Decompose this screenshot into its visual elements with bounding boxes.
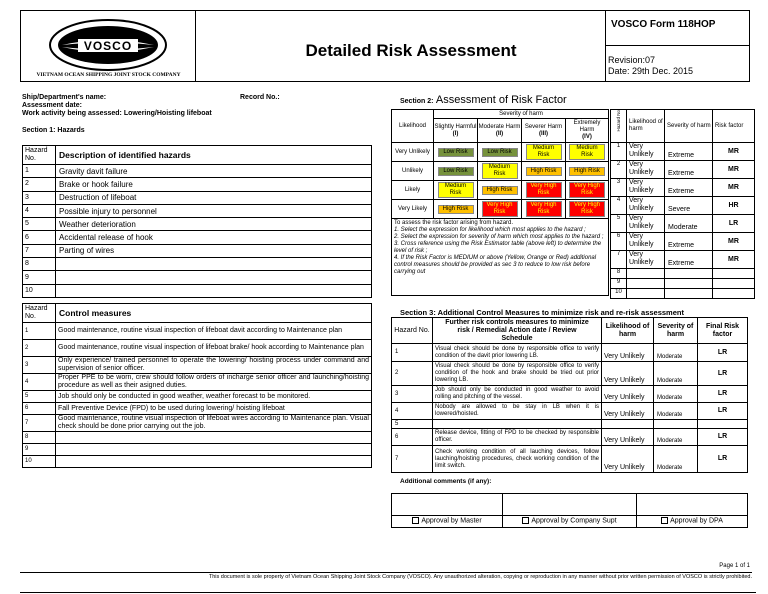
severity-name: Severer Harm	[524, 123, 563, 130]
instruction-line: 4. If the Risk Factor is MEDIUM or above (Yellow, Orange or Red) additional control measures should be provided as sec 3 to reduce to low risk before carrying out	[394, 255, 597, 275]
logo-text: VOSCO	[83, 39, 133, 53]
hazard-row	[23, 204, 372, 217]
activity-value: Lowering/Hoisting lifeboat	[123, 110, 212, 117]
risk-label: Very High Risk	[526, 182, 562, 198]
likelihood-header: Likelihood	[392, 110, 434, 143]
risk-cell	[478, 143, 522, 162]
hazard-description: Brake or hook failure	[56, 178, 372, 191]
severity-num: (II)	[495, 130, 504, 137]
master-sign-box[interactable]	[392, 494, 503, 516]
s3-severity: Moderate	[654, 362, 698, 386]
s3-row	[392, 344, 748, 362]
revision-date: Date: 29th Dec. 2015	[608, 66, 694, 76]
factor-severity: Extreme	[665, 251, 713, 269]
section2-prefix: Section 2:	[400, 98, 434, 105]
control-row	[23, 323, 372, 340]
s3-factor: LR	[698, 403, 748, 420]
factor-likelihood	[627, 269, 665, 279]
factor-severity	[665, 279, 713, 289]
s3-likelihood: Very Unlikely	[602, 446, 654, 473]
factor-no: 10	[611, 289, 627, 299]
factor-row	[611, 269, 755, 279]
s3-measure: Job should only be conducted in good weather to avoid rolling and pitching of the vessel.	[433, 386, 602, 403]
hazard-row	[23, 258, 372, 271]
control-measure: Job should only be conducted in good weather, weather forecast to be monitored.	[56, 391, 372, 403]
hazard-description: Destruction of lifeboat	[56, 191, 372, 204]
s3-severity: Moderate	[654, 386, 698, 403]
hazard-description	[56, 258, 372, 271]
activity-line	[22, 110, 212, 118]
s3-likelihood: Very Unlikely	[602, 403, 654, 420]
supt-checkbox[interactable]	[522, 517, 529, 524]
s3-measure: Check working condition of all lauching devices, follow lauching/hoisting procedures, check working condition of the limit switch.	[433, 446, 602, 473]
severity-num: (I)	[452, 130, 459, 137]
factor-severity: Extreme	[665, 161, 713, 179]
factor-header: Risk factor	[713, 110, 755, 143]
hazard-no: 8	[23, 258, 56, 271]
hazard-no: 6	[23, 231, 56, 244]
factor-likelihood: Very Unlikely	[627, 179, 665, 197]
s3-factor-header: Final Risk factor	[698, 318, 748, 344]
page-number: Page 1 of 1	[719, 563, 750, 569]
factor-no: 4	[611, 197, 627, 215]
s3-row	[392, 403, 748, 420]
risk-label: Very High Risk	[526, 201, 562, 217]
severity-name: Moderate Harm	[478, 123, 521, 130]
hazard-row	[23, 271, 372, 284]
s3-factor: LR	[698, 362, 748, 386]
approval-table	[391, 493, 748, 528]
severity-name: Extremely Harm	[573, 120, 601, 133]
approval-supt[interactable]	[503, 516, 637, 528]
s3-row	[392, 429, 748, 446]
risk-label: High Risk	[569, 167, 605, 176]
s3-row	[392, 362, 748, 386]
s3-severity: Moderate	[654, 403, 698, 420]
factor-likelihood: Very Unlikely	[627, 215, 665, 233]
control-row	[23, 456, 372, 468]
control-row	[23, 415, 372, 432]
s3-measure: Visual check should be done by responsible office to verify condition of the davit prior lowering LB.	[433, 344, 602, 362]
matrix-likelihood: Very Unlikely	[392, 143, 434, 162]
s3-measure: Nobody are allowed to be stay in LB when it is lowered/hoisted.	[433, 403, 602, 420]
instruction-line: 1. Select the expression for likelihood which most applies to the hazard ;	[394, 227, 586, 233]
document-title: Detailed Risk Assessment	[305, 41, 517, 60]
s3-no: 1	[392, 344, 433, 362]
hazard-description: Gravity davit failure	[56, 165, 372, 178]
factor-row	[611, 179, 755, 197]
s3-no: 6	[392, 429, 433, 446]
control-no: 1	[23, 323, 56, 340]
s3-measure: Visual check should be done by responsible office to verify condition of the hook and brake should be tried out prior lowering LB.	[433, 362, 602, 386]
hazard-no: 9	[23, 271, 56, 284]
s3-severity: Moderate	[654, 446, 698, 473]
factor-severity: Moderate	[665, 215, 713, 233]
control-no: 2	[23, 340, 56, 357]
control-measure: Fall Preventive Device (FPD) to be used during lowering/ hoisting lifeboat	[56, 403, 372, 415]
matrix-likelihood: Very Likely	[392, 200, 434, 219]
control-no: 7	[23, 415, 56, 432]
control-row	[23, 374, 372, 391]
hazard-no-header: Hazard No.	[23, 146, 56, 165]
factor-likelihood: Very Unlikely	[627, 197, 665, 215]
s3-row	[392, 446, 748, 473]
risk-label: Very High Risk	[569, 182, 605, 198]
risk-cell	[478, 181, 522, 200]
approval-master-label: Approval by Master	[421, 517, 482, 525]
factor-value: MR	[713, 161, 755, 179]
additional-controls-table	[391, 317, 748, 473]
hazard-no: 2	[23, 178, 56, 191]
s3-likelihood: Very Unlikely	[602, 429, 654, 446]
s3-likelihood-header: Likelihood of harm	[602, 318, 654, 344]
s3-row	[392, 386, 748, 403]
matrix-row	[392, 181, 609, 200]
risk-label: Medium Risk	[438, 182, 474, 198]
risk-cell	[434, 181, 478, 200]
risk-cell	[522, 143, 566, 162]
ship-dept-label: Ship/Department's name:	[22, 94, 107, 101]
control-row	[23, 432, 372, 444]
matrix-row	[392, 143, 609, 162]
control-no-header: Hazard No.	[23, 304, 56, 323]
severity-col-header	[478, 119, 522, 143]
factor-no: 8	[611, 269, 627, 279]
severity-col-header	[566, 119, 609, 143]
factor-value: LR	[713, 215, 755, 233]
hazard-description	[56, 271, 372, 284]
s3-factor: LR	[698, 429, 748, 446]
control-no: 5	[23, 391, 56, 403]
s3-no: 5	[392, 420, 433, 429]
factor-likelihood: Very Unlikely	[627, 161, 665, 179]
master-checkbox[interactable]	[412, 517, 419, 524]
header	[20, 10, 750, 82]
hazard-row	[23, 244, 372, 257]
matrix-likelihood: Unlikely	[392, 162, 434, 181]
s3-factor	[698, 420, 748, 429]
risk-cell	[522, 181, 566, 200]
factor-severity: Extreme	[665, 233, 713, 251]
factor-likelihood	[627, 289, 665, 299]
control-row	[23, 391, 372, 403]
hazards-table	[22, 145, 372, 298]
control-row	[23, 403, 372, 415]
factor-likelihood: Very Unlikely	[627, 251, 665, 269]
control-measure: Good maintenance, routine visual inspection of lifeboat brake/ hook according to Maintenance plan	[56, 340, 372, 357]
s3-desc-header: Further risk controls measures to minimize risk / Remedial Action date / Review Schedule	[433, 318, 602, 344]
hazard-no: 5	[23, 218, 56, 231]
factor-row	[611, 279, 755, 289]
hazard-no: 1	[23, 165, 56, 178]
s3-no: 3	[392, 386, 433, 403]
factor-severity: Severe	[665, 197, 713, 215]
factor-likelihood-header: Likelihood of harm	[627, 110, 665, 143]
factor-row	[611, 161, 755, 179]
control-no: 9	[23, 444, 56, 456]
footer-notice: This document is sole property of Vietnam Ocean Shipping Joint Stock Company (VOSCO). Any unauthorized alteration, copying or reproduction in any manner without prior written permission of VOSCO is strictly prohibited.	[208, 574, 752, 580]
control-row	[23, 340, 372, 357]
factor-value: MR	[713, 251, 755, 269]
control-measure: Good maintenance, routine visual inspection of lifeboat davit according to Maintenance plan	[56, 323, 372, 340]
hazard-no: 10	[23, 284, 56, 297]
s3-factor: LR	[698, 386, 748, 403]
hazard-no: 4	[23, 204, 56, 217]
factor-no: 7	[611, 251, 627, 269]
s3-measure	[433, 420, 602, 429]
risk-cell	[566, 143, 609, 162]
risk-cell	[566, 181, 609, 200]
risk-label: High Risk	[438, 205, 474, 214]
factor-no: 2	[611, 161, 627, 179]
factor-no-header	[611, 110, 627, 143]
s3-severity: Moderate	[654, 344, 698, 362]
risk-label: Very High Risk	[569, 201, 605, 217]
section3-title: Section 3: Additional Control Measures to minimize risk and re-risk assessment	[400, 308, 684, 317]
factor-likelihood: Very Unlikely	[627, 143, 665, 161]
factor-no: 5	[611, 215, 627, 233]
activity-label: Work activity being assessed:	[22, 110, 122, 117]
factor-row	[611, 233, 755, 251]
factor-row	[611, 143, 755, 161]
risk-label: Very High Risk	[482, 201, 518, 217]
risk-label: Medium Risk	[526, 144, 562, 160]
severity-header: Severity of harm	[434, 110, 609, 119]
risk-label: High Risk	[482, 186, 518, 195]
hazard-no: 3	[23, 191, 56, 204]
risk-cell	[434, 200, 478, 219]
factor-value: MR	[713, 143, 755, 161]
control-measure: Proper PPE to be worn, crew should follow orders of incharge senior officer and launching/hoisting procedure as well as their asigned duties.	[56, 374, 372, 391]
risk-label: Medium Risk	[569, 144, 605, 160]
factor-value	[713, 279, 755, 289]
factor-severity	[665, 289, 713, 299]
hazard-row	[23, 191, 372, 204]
factor-row	[611, 197, 755, 215]
factor-likelihood: Very Unlikely	[627, 233, 665, 251]
s3-likelihood: Very Unlikely	[602, 386, 654, 403]
risk-cell	[522, 200, 566, 219]
control-measure: Only experience/ trained personnel to operate the lowering/ hoisting process under command and supervision of senior officer.	[56, 357, 372, 374]
matrix-row	[392, 200, 609, 219]
hazard-no: 7	[23, 244, 56, 257]
hazard-description: Possible injury to personnel	[56, 204, 372, 217]
assessment-date-label: Assessment date:	[22, 102, 82, 109]
s3-factor: LR	[698, 344, 748, 362]
section2-title	[400, 93, 567, 109]
additional-comments-label: Additional comments (if any):	[400, 478, 492, 485]
control-measures-table	[22, 303, 372, 468]
factor-no: 1	[611, 143, 627, 161]
factor-value: MR	[713, 233, 755, 251]
severity-num: (III)	[539, 130, 548, 137]
supt-sign-box[interactable]	[503, 494, 637, 516]
factor-severity: Extreme	[665, 143, 713, 161]
s3-measure: Release device, fitting of FPD to be checked by responsible officer.	[433, 429, 602, 446]
risk-label: Medium Risk	[482, 163, 518, 179]
factor-no: 6	[611, 233, 627, 251]
risk-label: High Risk	[526, 167, 562, 176]
risk-label: Low Risk	[438, 148, 474, 157]
dpa-sign-box[interactable]	[637, 494, 748, 516]
approval-master[interactable]	[392, 516, 503, 528]
s3-severity: Moderate	[654, 429, 698, 446]
hazard-row	[23, 165, 372, 178]
control-no: 3	[23, 357, 56, 374]
factor-row	[611, 251, 755, 269]
record-no-label: Record No.:	[240, 94, 280, 101]
control-no: 4	[23, 374, 56, 391]
risk-cell	[478, 162, 522, 181]
control-no: 6	[23, 403, 56, 415]
risk-label: Low Risk	[482, 148, 518, 157]
s3-likelihood: Very Unlikely	[602, 362, 654, 386]
control-row	[23, 357, 372, 374]
risk-factor-table	[610, 109, 755, 299]
control-measure	[56, 432, 372, 444]
factor-row	[611, 289, 755, 299]
approval-supt-label: Approval by Company Supt	[531, 517, 617, 525]
severity-col-header	[434, 119, 478, 143]
severity-name: Slightly Harmful	[434, 123, 477, 130]
section2-heading: Assessment of Risk Factor	[435, 94, 567, 106]
factor-no: 9	[611, 279, 627, 289]
factor-likelihood	[627, 279, 665, 289]
factor-value	[713, 269, 755, 279]
risk-cell	[434, 162, 478, 181]
s3-row	[392, 420, 748, 429]
s3-severity	[654, 420, 698, 429]
hazard-row	[23, 218, 372, 231]
footer-rule	[20, 572, 752, 573]
risk-cell	[566, 162, 609, 181]
risk-cell	[566, 200, 609, 219]
factor-severity	[665, 269, 713, 279]
section1-title: Section 1: Hazards	[22, 127, 85, 134]
s3-likelihood	[602, 420, 654, 429]
risk-cell	[478, 200, 522, 219]
matrix-row	[392, 162, 609, 181]
risk-matrix	[391, 109, 609, 296]
s3-likelihood: Very Unlikely	[602, 344, 654, 362]
s3-no-header: Hazard No.	[392, 318, 433, 344]
factor-value: MR	[713, 179, 755, 197]
control-no: 10	[23, 456, 56, 468]
hazard-description: Accidental release of hook	[56, 231, 372, 244]
hazard-desc-header: Description of identified hazards	[56, 146, 372, 165]
hazard-row	[23, 231, 372, 244]
factor-row	[611, 215, 755, 233]
hazard-description: Parting of wires	[56, 244, 372, 257]
control-measure: Good maintenance, routine visual inspection of lifeboat wires according to Maintenance plan. Visual check should be done prior carrying out the job.	[56, 415, 372, 432]
s3-no: 2	[392, 362, 433, 386]
hazard-row	[23, 284, 372, 297]
instruction-line: 2. Select the expression for severity of harm which most applies to the hazard ;	[394, 234, 604, 240]
dpa-checkbox[interactable]	[661, 517, 668, 524]
hazard-description: Weather deterioration	[56, 218, 372, 231]
factor-no-header-text: Hazard No	[616, 110, 621, 132]
control-row	[23, 444, 372, 456]
factor-value	[713, 289, 755, 299]
form-info	[605, 11, 749, 81]
matrix-likelihood: Likely	[392, 181, 434, 200]
company-name: VIETNAM OCEAN SHIPPING JOINT STOCK COMPANY	[36, 72, 181, 78]
control-desc-header: Control measures	[56, 304, 372, 323]
revision: Revision:07	[608, 55, 656, 65]
s3-no: 7	[392, 446, 433, 473]
risk-cell	[434, 143, 478, 162]
logo-area	[21, 11, 196, 81]
factor-value: HR	[713, 197, 755, 215]
factor-severity: Extreme	[665, 179, 713, 197]
instruction-line: To assess the risk factor arising from hazard.	[394, 220, 514, 226]
severity-col-header	[522, 119, 566, 143]
s3-factor: LR	[698, 446, 748, 473]
risk-cell	[522, 162, 566, 181]
approval-dpa-label: Approval by DPA	[670, 517, 723, 525]
footer-bottom-rule	[20, 592, 756, 593]
control-no: 8	[23, 432, 56, 444]
approval-dpa[interactable]	[637, 516, 748, 528]
form-number: VOSCO Form 118HOP	[606, 11, 749, 46]
instruction-line: 3. Cross reference using the Risk Estimator table (above left) to determine the level of risk ;	[394, 241, 602, 254]
hazard-row	[23, 178, 372, 191]
s3-severity-header: Severity of harm	[654, 318, 698, 344]
risk-label: Low Risk	[438, 167, 474, 176]
factor-no: 3	[611, 179, 627, 197]
control-measure	[56, 456, 372, 468]
control-measure	[56, 444, 372, 456]
factor-severity-header: Severity of harm	[665, 110, 713, 143]
instructions-cell	[392, 219, 609, 296]
severity-num: (IV)	[582, 134, 592, 140]
hazard-description	[56, 284, 372, 297]
s3-no: 4	[392, 403, 433, 420]
